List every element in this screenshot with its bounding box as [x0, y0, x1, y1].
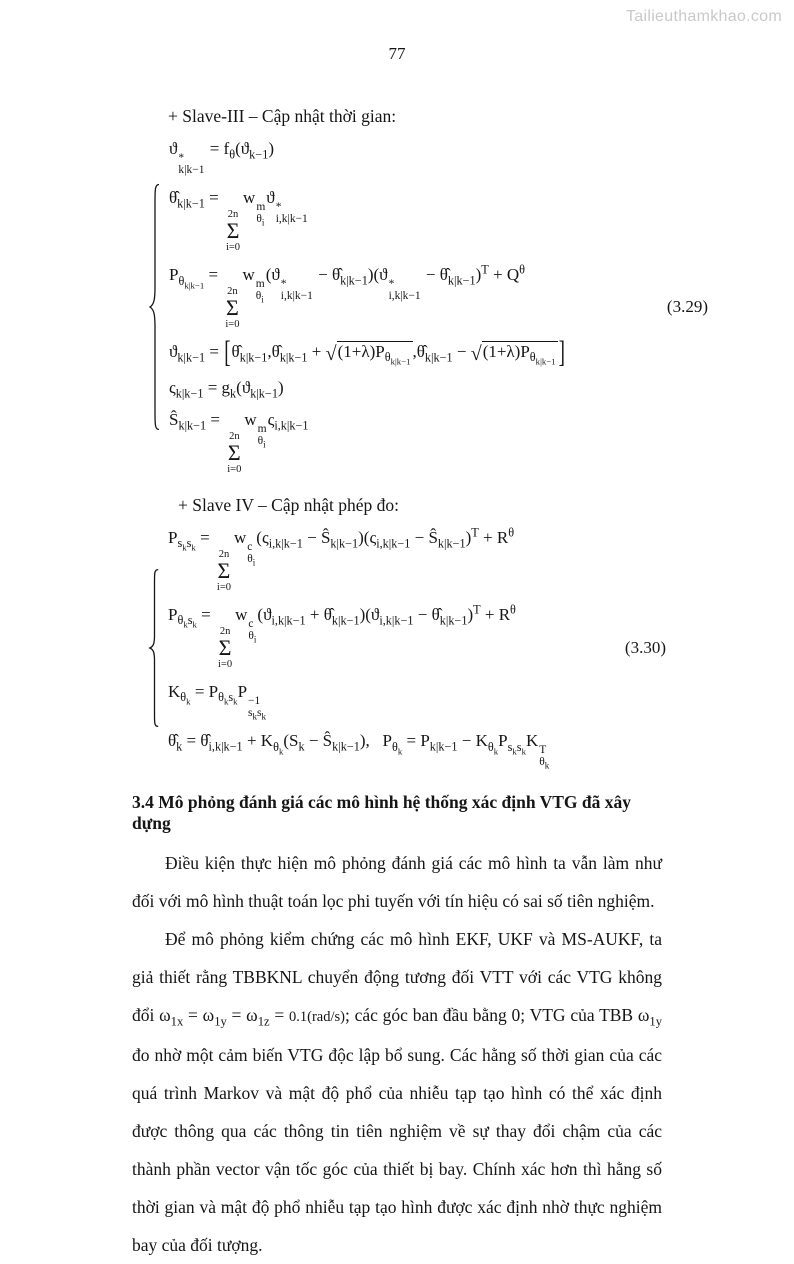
equation-lines	[162, 133, 566, 481]
equation-number-3-29: (3.29)	[666, 297, 708, 317]
paragraph: Để mô phỏng kiểm chứng các mô hình EKF, UKF và MS-AUKF, ta giả thiết rằng TBBKNL chuyển động tương đối VTT với các VTG không đổi $\omega_{1x} = \omega_{1y} = \omega_{1z} = 0.1(rad/s)$; các góc ban đầu bằng 0; VTG của TBB $\omega_{1y}$ đo nhờ một cảm biến VTG độc lập bổ sung. Các hằng số thời gian của các quá trình Markov và mật độ phổ của nhiễu tạp tạo hình có thể xác định được thông qua các thông tin tiên nghiệm về sự thay đổi chậm của các thành phần vector vận tốc góc của thiết bị bay. Chính xác hơn thì hằng số thời gian và mật độ phổ nhiễu tạp tạo hình được xác định nhờ thực nghiệm bay của đối tượng.	[132, 929, 662, 1256]
equation-line: ϑ * k|k−1 = $f_\theta(ϑ_{k-1})$	[169, 139, 274, 177]
equation-block-3-29	[148, 133, 708, 481]
equation-line: $\thetâ_{k|k-1}$ = 2n Σ i=0 w m $\theta_i$ ϑ * i,k|k−1	[169, 188, 308, 253]
paragraph: Điều kiện thực hiện mô phỏng đánh giá các mô hình ta vẫn làm như đối với mô hình thuật toán lọc phi tuyến với tín hiệu có sai số tiên nghiệm.	[132, 853, 662, 912]
equation-line: $Ŝ_{k|k-1}$ = 2n Σ i=0 w m $\theta_i$ $\varsigma_{i,k|k-1}$	[169, 410, 309, 475]
section-3-4-heading: 3.4 Mô phỏng đánh giá các mô hình hệ thống xác định VTG đã xây dựng	[132, 792, 632, 834]
equation-line: $P_{\theta_{k|k-1}}$ = 2n Σ i=0 w m $\theta_i$ (ϑ * i,k|k−1 − $\thetâ_{k|k-1})(ϑ$ * i,k|k−1 − $\thetâ_{k|k-1})^T + Q^\theta$	[169, 262, 526, 330]
equation-line: $P_{\theta_ks_k}$ = 2n Σ i=0 w c $\theta_i$ ($ϑ_{i,k|k-1}$ + $\thetâ_{k|k-1})(ϑ_{i,k|k-1}$ − $\thetâ_{k|k-1})^T + R^\theta$	[168, 602, 516, 670]
page-number: 77	[388, 44, 406, 63]
equation-line: $\thetâ_k$ = $\thetâ_{i,k|k-1} + K_{\theta_k}(S_k$ − $Ŝ_{k|k-1}$), $P_{\theta_k} = P_{k|k-1} - K_{\theta_k}P_{s_ks_k}K$ T $\theta_k$	[168, 731, 550, 771]
equation-block-3-30	[148, 522, 666, 774]
equation-line: $ϑ_{k|k-1}$ = [$\thetâ_{k|k-1},\thetâ_{k|k-1}$ + $√(1+\lambda)P_{\theta_{k|k-1}},\thetâ_{k|k-1} - √(1+\lambda)P_{\theta_{k|k-1}}$ ]	[169, 336, 565, 371]
left-curly-brace-icon	[148, 568, 161, 728]
left-curly-brace-icon	[148, 182, 162, 432]
equation-line: $P_{s_ks_k}$ = 2n Σ i=0 w c $\theta_i$ ($\varsigma_{i,k|k-1}$ − $Ŝ_{k|k-1})(\varsigma_{i,k|k-1}$ − $Ŝ_{k|k-1})^T + R^\theta$	[168, 525, 515, 593]
equation-line: $\varsigma_{k|k-1} = g_k(ϑ_{k|k-1})$	[169, 378, 284, 401]
watermark: Tailieuthamkhao.com	[626, 8, 782, 25]
slave3-heading: + Slave-III – Cập nhật thời gian:	[168, 106, 397, 126]
equation-line: $K_{\theta_k} = P_{\theta_ks_k}P$ −1 $s_ks_k$	[168, 682, 266, 722]
equation-number-3-30: (3.30)	[624, 638, 666, 658]
equation-lines	[161, 522, 550, 774]
slave4-heading: + Slave IV – Cập nhật phép đo:	[178, 495, 399, 516]
